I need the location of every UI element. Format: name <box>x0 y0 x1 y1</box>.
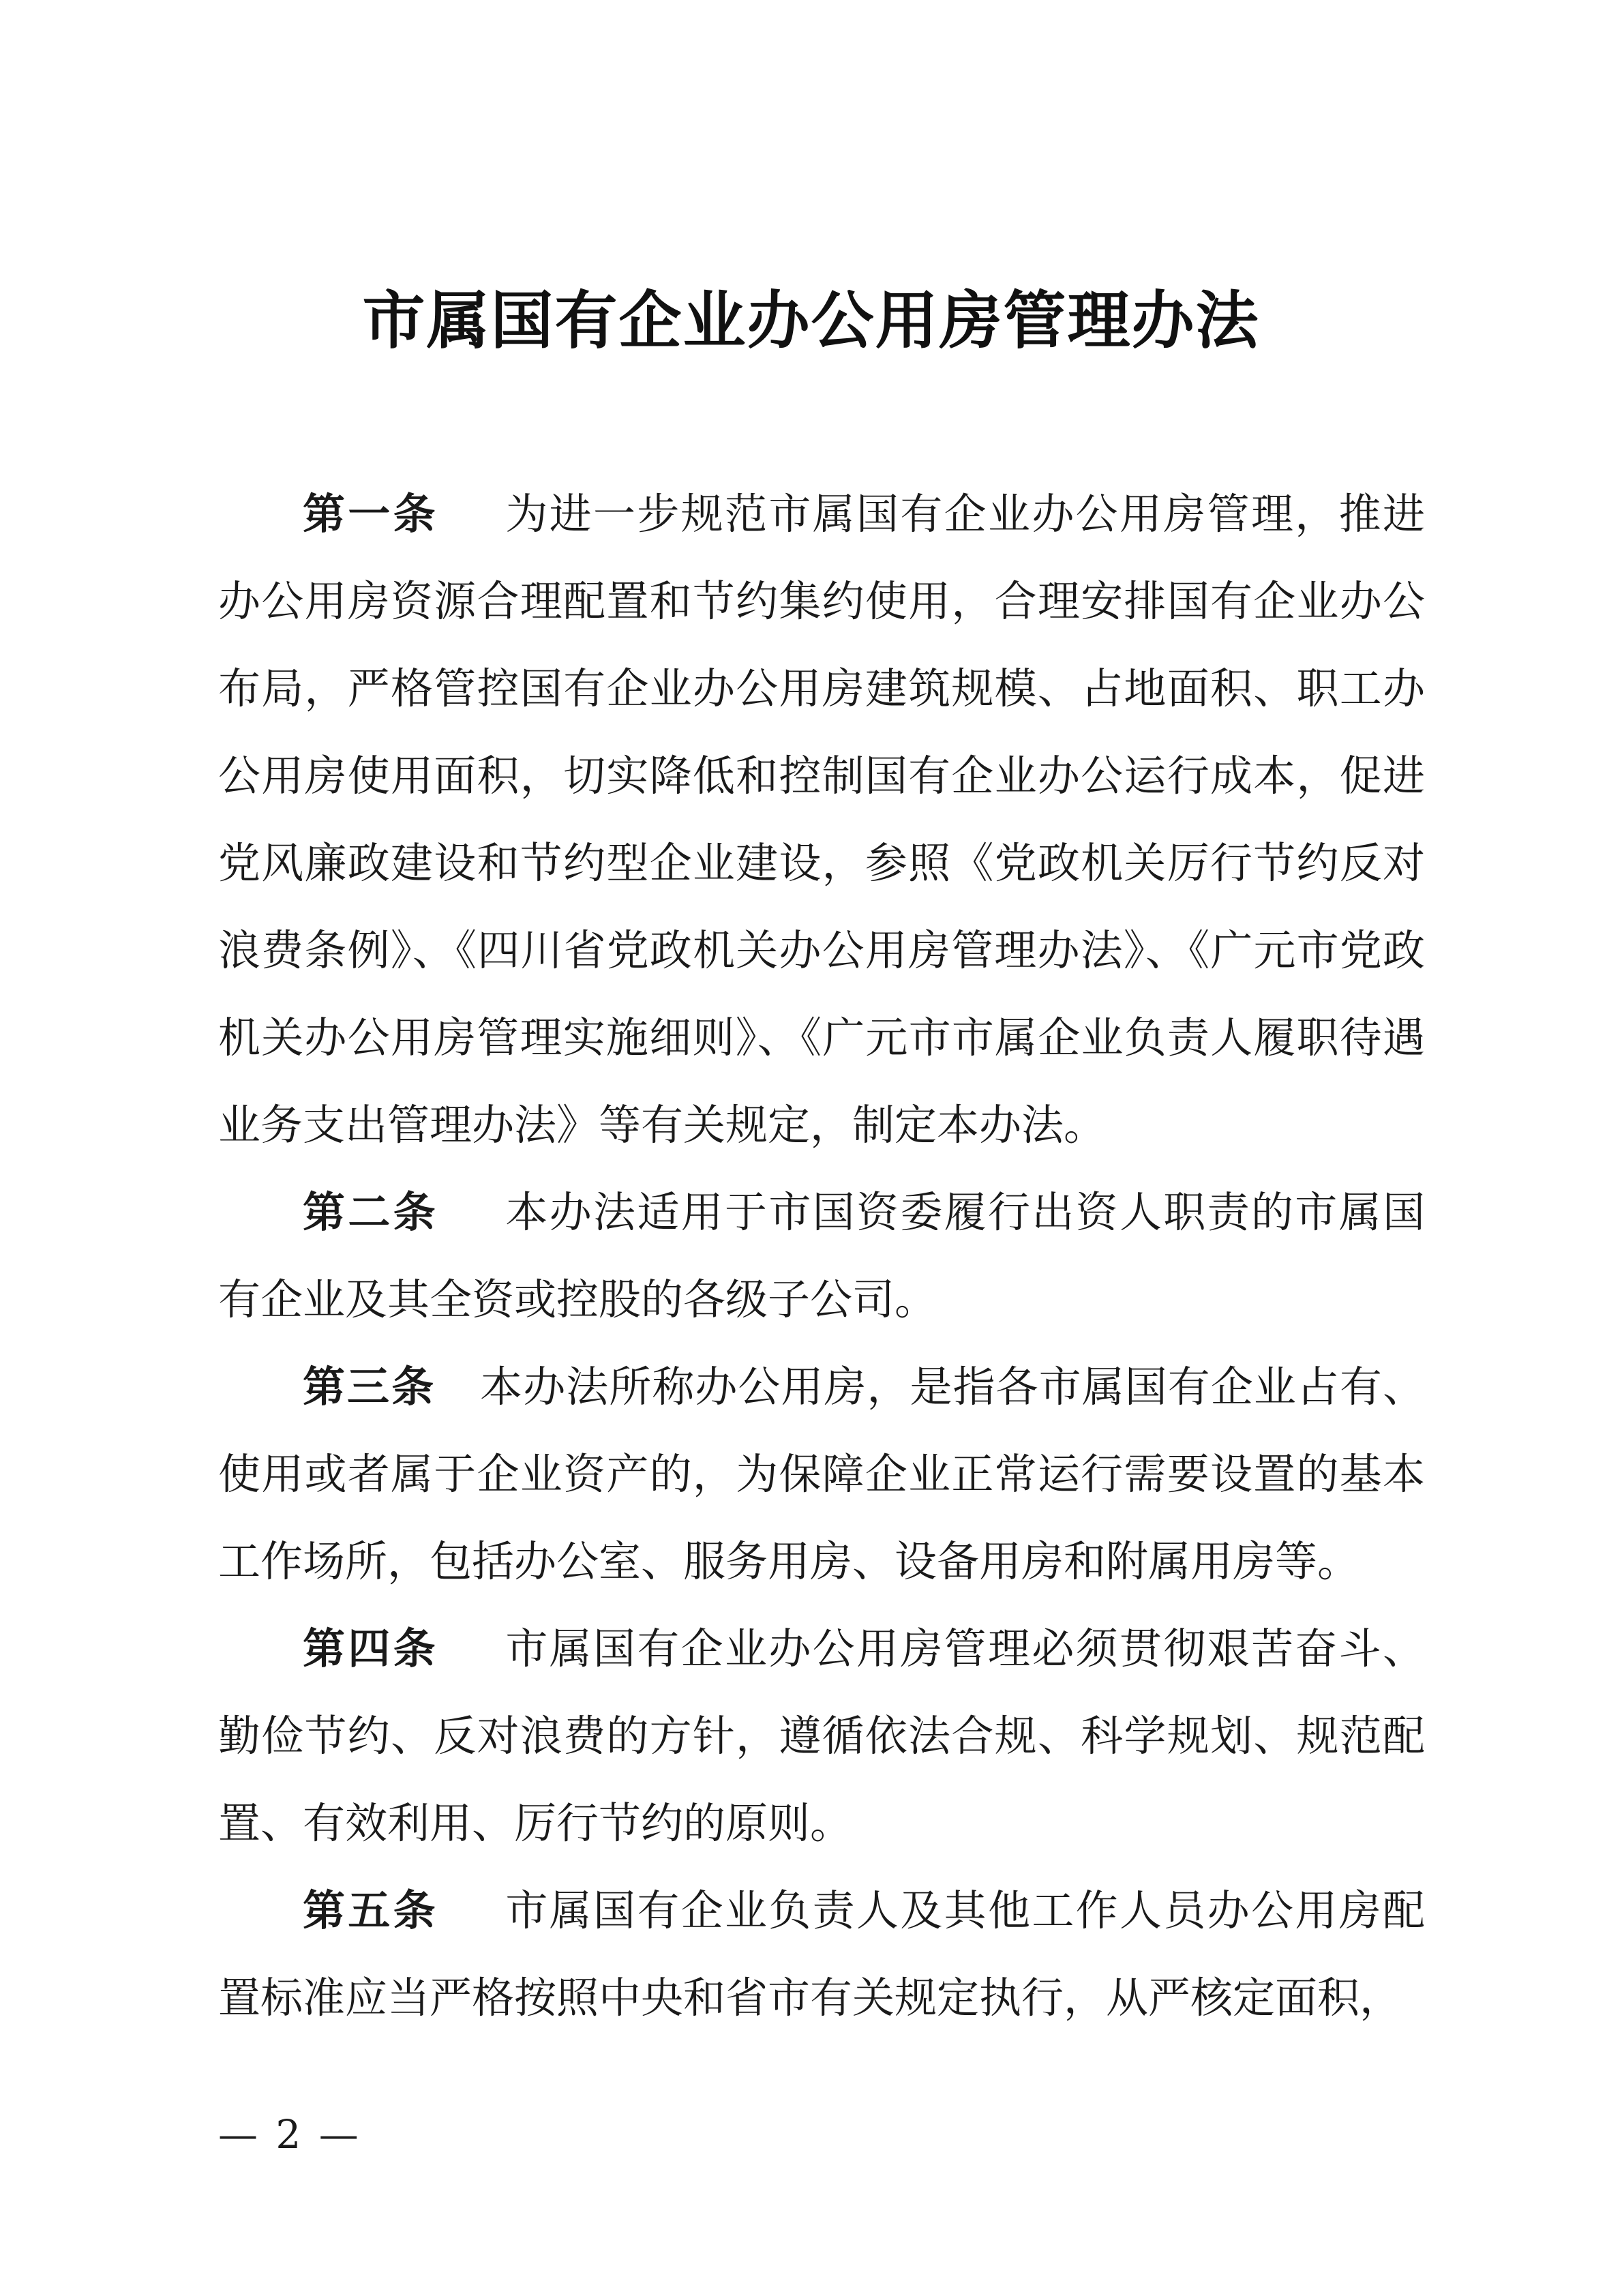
article-1 <box>218 471 1425 1169</box>
article-text: 市属国有企业办公用房管理必须贯彻艰苦奋斗、勤俭节约、反对浪费的方针，遵循依法合规、科学规划、规范配置、有效利用、厉行节约的原则。 <box>218 1624 1425 1848</box>
article-2 <box>218 1169 1425 1343</box>
document-title: 市属国有企业办公用房管理办法 <box>362 284 1260 357</box>
article-3 <box>218 1343 1425 1605</box>
article-text: 为进一步规范市属国有企业办公用房管理，推进办公用房资源合理配置和节约集约使用，合理安排国有企业办公布局，严格管控国有企业办公用房建筑规模、占地面积、职工办公用房使用面积，切实降低和控制国有企业办公运行成本，促进党风廉政建设和节约型企业建设，参照《党政机关厉行节约反对浪费条例》、《四川省党政机关办公用房管理办法》、《广元市党政机关办公用房管理实施细则》、《广元市市属企业负责人履职待遇业务支出管理办法》等有关规定，制定本办法。 <box>218 489 1425 1150</box>
document-body <box>218 471 1425 2042</box>
article-text: 市属国有企业负责人及其他工作人员办公用房配置标准应当严格按照中央和省市有关规定执行，从严核定面积， <box>218 1885 1425 2023</box>
page-number: — 2 — <box>218 2111 361 2158</box>
article-text: 本办法所称办公用房，是指各市属国有企业占有、使用或者属于企业资产的，为保障企业正常运行需要设置的基本工作场所，包括办公室、服务用房、设备用房和附属用房等。 <box>218 1362 1425 1586</box>
article-text: 本办法适用于市国资委履行出资人职责的市属国有企业及其全资或控股的各级子公司。 <box>218 1187 1425 1324</box>
article-label: 第五条 <box>303 1885 438 1935</box>
article-4 <box>218 1605 1425 1867</box>
article-5 <box>218 1867 1425 2042</box>
article-label: 第三条 <box>303 1362 436 1412</box>
article-label: 第二条 <box>303 1187 438 1237</box>
article-label: 第一条 <box>303 489 438 539</box>
article-label: 第四条 <box>303 1624 438 1673</box>
